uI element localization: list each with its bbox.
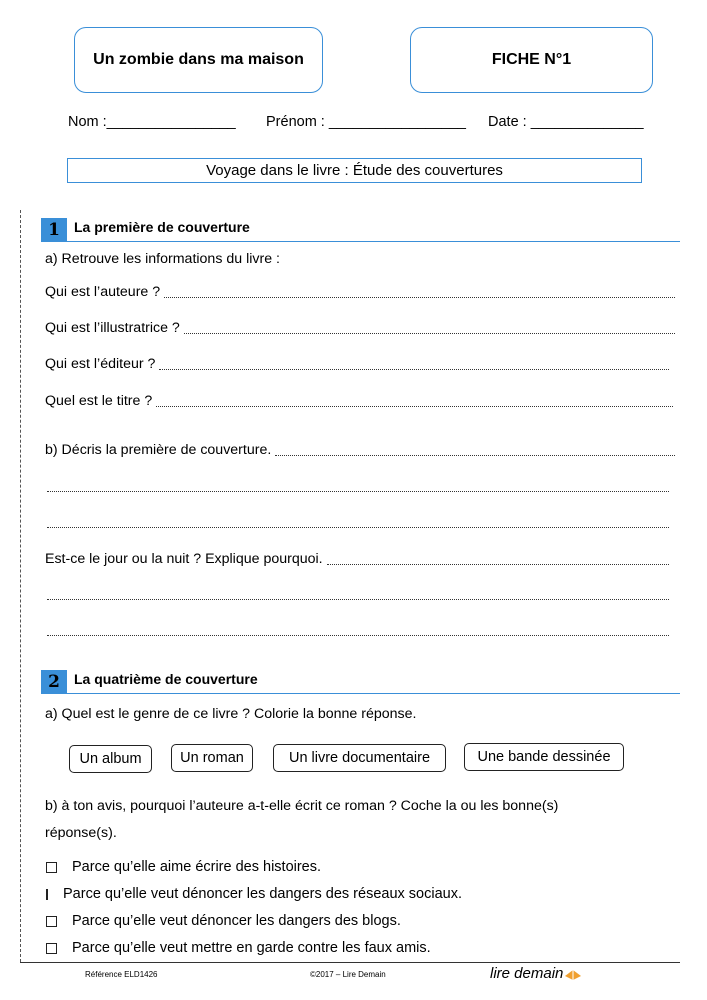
checkbox-label: Parce qu’elle veut mettre en garde contre les faux amis. — [72, 940, 431, 956]
checkbox-item[interactable] — [46, 886, 462, 902]
subtitle-text: Voyage dans le livre : Étude des couvertures — [206, 162, 503, 179]
answer-line[interactable] — [47, 599, 669, 600]
answer-line[interactable] — [47, 635, 669, 636]
illustrator-answer-line[interactable] — [184, 321, 675, 334]
question-1a: a) Retrouve les informations du livre : — [45, 251, 280, 267]
section-2-number: 2 — [41, 670, 67, 694]
describe-row — [45, 442, 675, 458]
checkbox-item[interactable] — [46, 940, 446, 956]
footer-reference: Référence ELD1426 — [85, 970, 158, 979]
brand-logo — [490, 965, 583, 982]
question-2b-line1: b) à ton avis, pourquoi l’auteure a-t-elle écrit ce roman ? Coche la ou les bonne(s) — [45, 798, 559, 814]
checkbox-label: Parce qu’elle aime écrire des histoires. — [72, 859, 322, 875]
checkbox-label: Parce qu’elle veut dénoncer les dangers des blogs. — [72, 913, 401, 929]
answer-line[interactable] — [47, 491, 669, 492]
sheet-number-box — [410, 27, 653, 93]
describe-answer-line[interactable] — [275, 443, 675, 456]
section-2-rule — [67, 693, 680, 694]
author-row — [45, 284, 675, 300]
section-1-number: 1 — [41, 218, 67, 242]
question-2b-line2: réponse(s). — [45, 825, 117, 841]
left-margin-line — [20, 210, 21, 962]
worksheet-subtitle — [67, 158, 642, 183]
book-title-box — [74, 27, 323, 93]
footer-rule — [20, 962, 680, 963]
describe-label: b) Décris la première de couverture. — [45, 442, 272, 458]
day-night-label: Est-ce le jour ou la nuit ? Explique pourquoi. — [45, 551, 323, 567]
author-label: Qui est l’auteure ? — [45, 284, 161, 300]
day-night-row — [45, 551, 669, 567]
publisher-row — [45, 356, 669, 372]
sheet-number: FICHE N°1 — [491, 51, 572, 68]
firstname-field[interactable]: Prénom : _________________ — [266, 114, 466, 130]
brand-name: lire demain — [490, 965, 564, 982]
checkbox-label: Parce qu’elle veut dénoncer les dangers des réseaux sociaux. — [63, 886, 462, 902]
checkbox[interactable] — [46, 943, 57, 954]
genre-option-bande-dessinee[interactable]: Une bande dessinée — [464, 743, 624, 771]
genre-option-roman[interactable]: Un roman — [171, 744, 253, 772]
checkbox[interactable] — [46, 916, 57, 927]
checkbox[interactable] — [46, 889, 48, 900]
genre-option-documentaire[interactable]: Un livre documentaire — [273, 744, 446, 772]
publisher-answer-line[interactable] — [159, 357, 669, 370]
day-night-answer-line[interactable] — [327, 552, 669, 565]
section-2-title: La quatrième de couverture — [74, 671, 258, 687]
title-answer-line[interactable] — [156, 394, 673, 407]
publisher-label: Qui est l’éditeur ? — [45, 356, 156, 372]
answer-line[interactable] — [47, 527, 669, 528]
section-1-rule — [67, 241, 680, 242]
checkbox-item[interactable] — [46, 913, 446, 929]
title-row — [45, 393, 673, 409]
footer-copyright: ©2017 – Lire Demain — [310, 970, 386, 979]
checkbox[interactable] — [46, 862, 57, 873]
title-label: Quel est le titre ? — [45, 393, 153, 409]
book-title: Un zombie dans ma maison — [93, 51, 304, 68]
illustrator-label: Qui est l’illustratrice ? — [45, 320, 180, 336]
book-icon — [563, 966, 583, 982]
genre-option-album[interactable]: Un album — [69, 745, 152, 773]
date-field[interactable]: Date : ______________ — [488, 114, 644, 130]
name-field[interactable]: Nom :________________ — [68, 114, 236, 130]
checkbox-item[interactable] — [46, 859, 446, 875]
illustrator-row — [45, 320, 675, 336]
author-answer-line[interactable] — [164, 285, 675, 298]
question-2a: a) Quel est le genre de ce livre ? Colorie la bonne réponse. — [45, 706, 417, 722]
section-1-title: La première de couverture — [74, 219, 250, 235]
